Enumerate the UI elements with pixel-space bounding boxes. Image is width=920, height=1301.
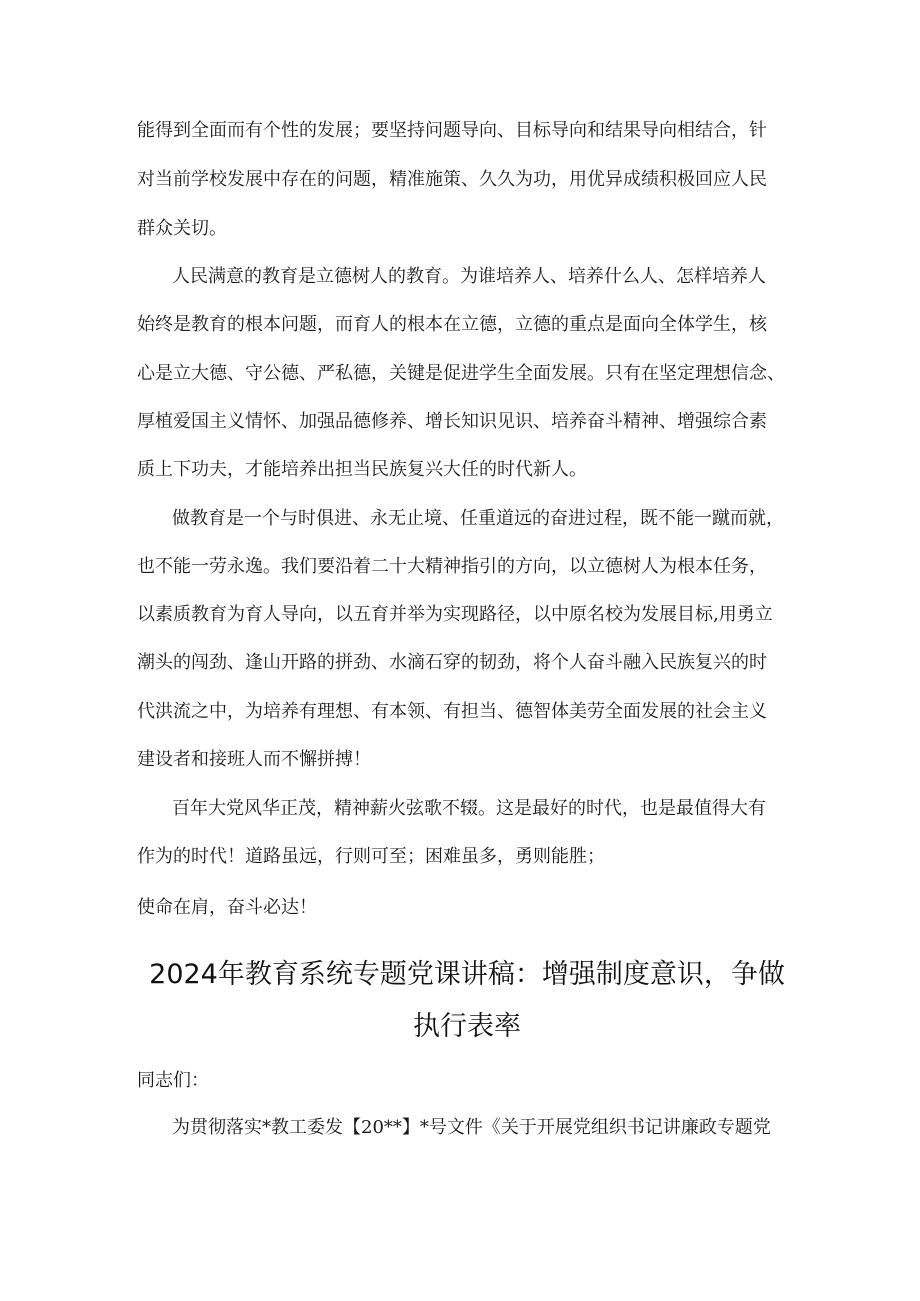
text-line: 能得到全面而有个性的发展；要坚持问题导向、目标导向和结果导向相结合，针	[137, 120, 767, 141]
text-line: 心是立大德、守公德、严私德，关键是促进学生全面发展。只有在坚定理想信念、	[137, 363, 785, 384]
text-line: 人民满意的教育是立德树人的教育。为谁培养人、培养什么人、怎样培养人	[172, 266, 766, 287]
text-line: 始终是教育的根本问题，而育人的根本在立德，立德的重点是面向全体学生，核	[137, 314, 767, 335]
text-line: 建设者和接班人而不懈拼搏！	[137, 749, 371, 770]
text-line: 质上下功夫，才能培养出担当民族复兴大任的时代新人。	[137, 459, 587, 480]
opening-line: 为贯彻落实*教工委发【20**】*号文件《关于开展党组织书记讲廉政专题党	[172, 1117, 771, 1138]
document-title-line-2: 执行表率	[413, 1011, 521, 1042]
text-line: 也不能一劳永逸。我们要沿着二十大精神指引的方向，以立德树人为根本任务，	[137, 556, 767, 577]
text-line: 百年大党风华正茂，精神薪火弦歌不辍。这是最好的时代，也是最值得大有	[172, 798, 766, 819]
text-line: 潮头的闯劲、逢山开路的拼劲、水滴石穿的韧劲，将个人奋斗融入民族复兴的时	[137, 652, 767, 673]
text-line: 使命在肩，奋斗必达！	[137, 897, 317, 918]
text-line: 群众关切。	[137, 218, 227, 239]
text-line: 厚植爱国主义情怀、加强品德修养、增长知识见识、培养奋斗精神、增强综合素	[137, 411, 767, 432]
text-line: 对当前学校发展中存在的问题，精准施策、久久为功，用优异成绩积极回应人民	[137, 169, 767, 190]
salutation: 同志们：	[137, 1070, 209, 1091]
text-line: 以素质教育为育人导向，以五育并举为实现路径，以中原名校为发展目标,用勇立	[137, 604, 773, 625]
text-line: 作为的时代！道路虽远，行则可至；困难虽多，勇则能胜；	[137, 846, 605, 867]
text-line: 做教育是一个与时俱进、永无止境、任重道远的奋进过程，既不能一蹴而就，	[172, 508, 784, 529]
text-line: 代洪流之中，为培养有理想、有本领、有担当、德智体美劳全面发展的社会主义	[137, 701, 767, 722]
document-title-line-1: 2024年教育系统专题党课讲稿：增强制度意识，争做	[149, 959, 785, 990]
